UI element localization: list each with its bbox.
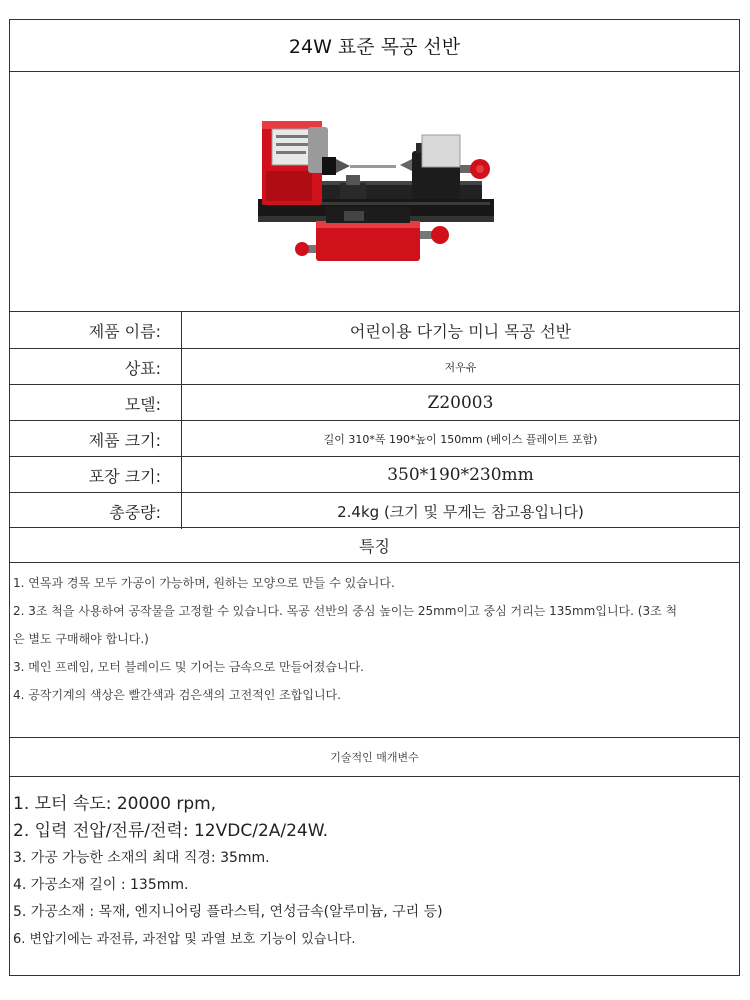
spec-row-brand	[10, 349, 739, 385]
list-item: 1. 연목과 경목 모두 가공이 가능하며, 원하는 모양으로 만들 수 있습니다.	[13, 576, 395, 590]
spec-row-model	[10, 385, 739, 421]
spec-row-product-name	[10, 312, 739, 348]
spec-value: Z20003	[427, 393, 494, 413]
spec-row-gross-weight	[10, 493, 739, 529]
spec-value: 길이 310*폭 190*높이 150mm (베이스 플레이트 포함)	[323, 433, 598, 446]
spec-label: 총중량:	[10, 493, 182, 529]
spec-value: 2.4kg (크기 및 무게는 참고용입니다)	[337, 502, 584, 521]
tech-heading: 기술적인 매개변수	[330, 751, 419, 764]
spec-label: 포장 크기:	[10, 457, 182, 493]
list-item: 1. 모터 속도: 20000 rpm,	[13, 794, 217, 814]
spec-value: 어린이용 다기능 미니 목공 선반	[349, 321, 572, 341]
spec-value: 저우유	[444, 361, 477, 374]
features-heading: 특징	[359, 536, 390, 556]
list-item: 3. 가공 가능한 소재의 최대 직경: 35mm.	[13, 850, 270, 866]
tech-list	[10, 777, 739, 975]
list-item: 4. 가공소재 길이 : 135mm.	[13, 877, 189, 893]
spec-value: 350*190*230mm	[387, 465, 534, 485]
page-title: 24W 표준 목공 선반	[288, 36, 461, 58]
spec-row-package-size	[10, 457, 739, 493]
list-item: 2. 입력 전압/전류/전력: 12VDC/2A/24W.	[13, 821, 329, 841]
spec-label: 상표:	[10, 349, 182, 385]
spec-label: 제품 이름:	[10, 312, 182, 348]
list-item: 6. 변압기에는 과전류, 과전압 및 과열 보호 기능이 있습니다.	[13, 932, 356, 947]
list-item: 4. 공작기계의 색상은 빨간색과 검은색의 고전적인 조합입니다.	[13, 688, 341, 702]
features-list	[10, 563, 739, 737]
spec-label: 제품 크기:	[10, 421, 182, 457]
spec-label: 모델:	[10, 385, 182, 421]
spec-row-product-size	[10, 421, 739, 457]
lathe-product-image	[10, 71, 741, 311]
list-item: 5. 가공소재 : 목재, 엔지니어링 플라스틱, 연성금속(알루미늄, 구리 등)	[13, 904, 443, 920]
list-item: 3. 메인 프레임, 모터 블레이드 및 기어는 금속으로 만들어졌습니다.	[13, 660, 364, 674]
list-item: 2. 3조 척을 사용하여 공작물을 고정할 수 있습니다. 목공 선반의 중심 높이는 25mm이고 중심 거리는 135mm입니다. (3조 척	[13, 604, 678, 618]
list-item: 은 별도 구매해야 합니다.)	[13, 632, 149, 646]
product-photo-area	[10, 71, 739, 311]
product-sheet	[9, 19, 740, 976]
